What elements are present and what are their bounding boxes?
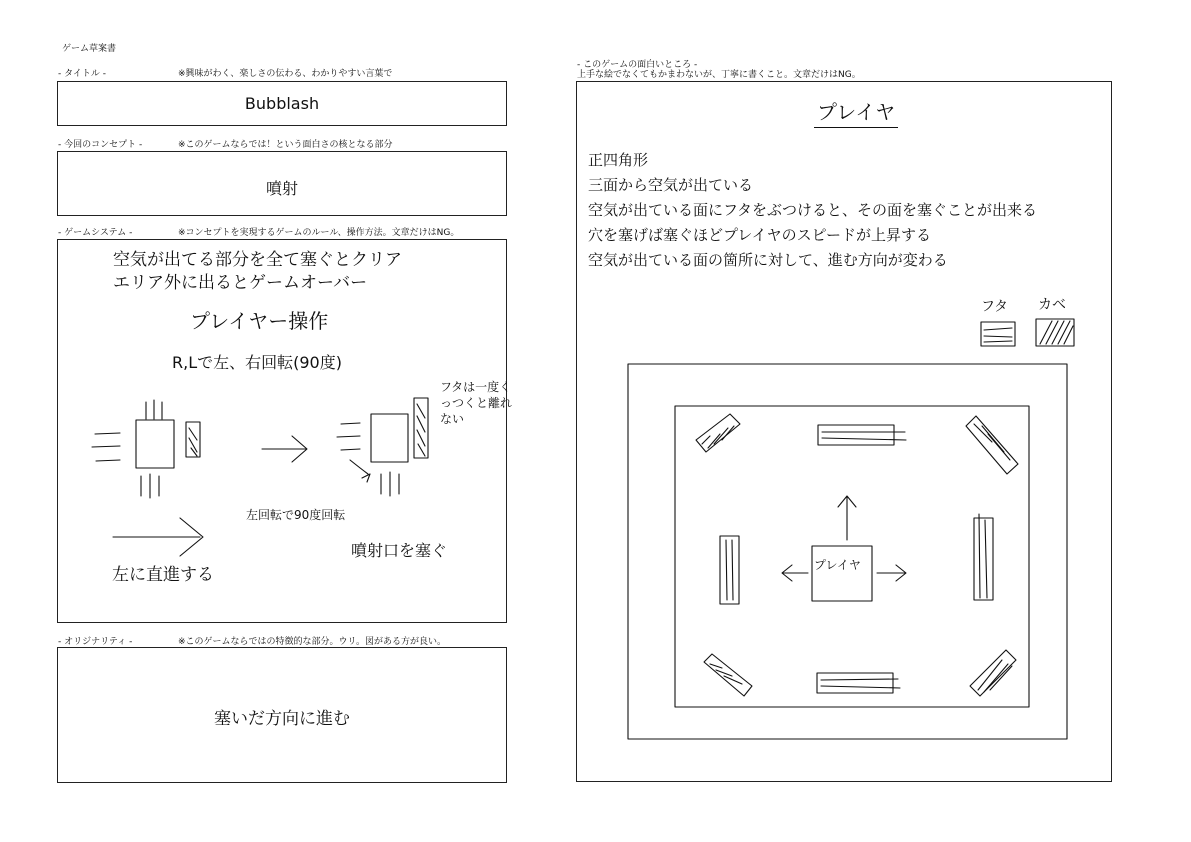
feature-line-5: 空気が出ている面の箇所に対して、進む方向が変わる xyxy=(588,251,948,269)
gameover-rule: エリア外に出るとゲームオーバー xyxy=(113,273,368,293)
fun-section-label: - このゲームの面白いところ - xyxy=(577,60,698,70)
lid-right xyxy=(974,518,993,600)
legend-wall-icon xyxy=(1036,319,1074,346)
concept-section-note: ※このゲームならでは！という面白さの核となる部分 xyxy=(178,140,393,150)
lid-note-line-2: っつくと離れ xyxy=(440,396,513,410)
arrow-right xyxy=(877,565,906,581)
document-title: ゲーム草案書 xyxy=(62,44,117,54)
title-section-label: - タイトル - xyxy=(58,69,107,79)
originality-value: 塞いだ方向に進む xyxy=(214,709,350,729)
lid-note-line-1: フタは一度く xyxy=(440,380,512,394)
straight-caption: 左に直進する xyxy=(112,565,214,585)
feature-line-3: 空気が出ている面にフタをぶつけると、その面を塞ぐことが出来る xyxy=(588,201,1037,219)
arrow-up xyxy=(838,496,856,540)
lid-top xyxy=(818,425,894,445)
lid-bottom xyxy=(817,673,893,693)
concept-value: 噴射 xyxy=(265,179,298,198)
wall-top-left xyxy=(696,414,740,452)
concept-section-label: - 今回のコンセプト - xyxy=(58,140,143,150)
fun-section-note: 上手な絵でなくてもかまわないが、丁寧に書くこと。文章だけはNG。 xyxy=(577,70,861,80)
fun-heading: プレイヤ xyxy=(814,96,898,128)
lid-left xyxy=(720,536,739,604)
block-caption: 噴射口を塞ぐ xyxy=(351,541,448,560)
title-section-note: ※興味がわく、楽しさの伝わる、わかりやすい言葉で xyxy=(178,69,393,79)
player-control-heading: プレイヤー操作 xyxy=(190,309,329,333)
wall-bottom-left xyxy=(704,654,752,696)
feature-line-2: 三面から空気が出ている xyxy=(588,176,754,194)
system-section-label: - ゲームシステム - xyxy=(58,228,133,238)
rotate-instruction: R,Lで左、右回転(90度) xyxy=(172,353,342,372)
player-label: プレイヤ xyxy=(814,558,861,572)
wall-bottom-right xyxy=(970,650,1016,696)
rotate-caption: 左回転で90度回転 xyxy=(246,508,346,522)
clear-rule: 空気が出てる部分を全て塞ぐとクリア xyxy=(113,250,402,270)
outer-boundary xyxy=(628,364,1067,739)
feature-line-1: 正四角形 xyxy=(588,151,649,169)
legend-wall-label: カベ xyxy=(1038,297,1066,313)
system-section-note: ※コンセプトを実現するゲームのルール、操作方法。文章だけはNG。 xyxy=(178,228,460,238)
wall-top-right xyxy=(966,416,1018,474)
originality-section-note: ※このゲームならではの特徴的な部分。ウリ。図がある方が良い。 xyxy=(178,637,447,647)
originality-section-label: - オリジナリティ - xyxy=(58,637,133,647)
arrow-left xyxy=(782,565,808,581)
feature-line-4: 穴を塞げば塞ぐほどプレイヤのスピードが上昇する xyxy=(588,226,932,244)
player-square xyxy=(812,546,872,601)
lid-note-line-3: ない xyxy=(440,412,465,426)
game-title: Bubblash xyxy=(244,94,320,113)
legend-lid-label: フタ xyxy=(981,299,1009,315)
